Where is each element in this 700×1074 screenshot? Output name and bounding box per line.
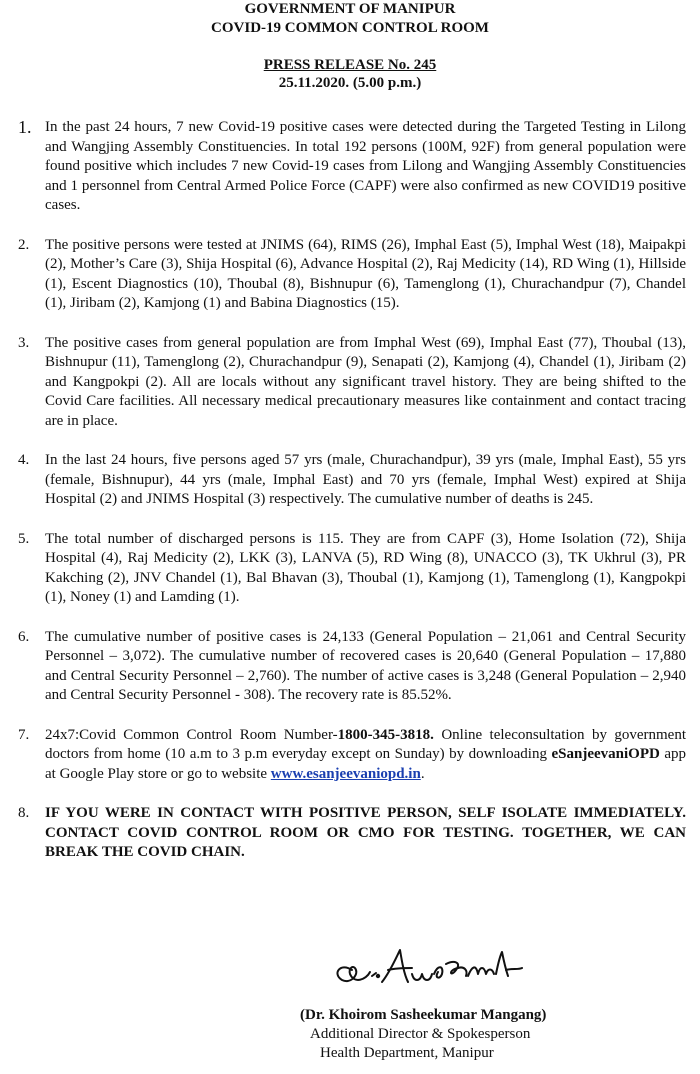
item-text: The total number of discharged persons is 115. They are from CAPF (3), Home Isolation (72), Shija Hospital (4), Raj Medicity (2), LKK (3), LANVA (5), RD Wing (8), UNACCO (3), TK Ukhrul (3), PR Kakching (2), JNV Chandel (1), Bal Bhavan (3), Thoubal (1), Kamjong (1), Tamenglong (1), Kangpokpi (1), Noney (1) and Lamding (1). bbox=[45, 530, 686, 605]
signer-designation: Additional Director & Spokesperson bbox=[310, 1026, 531, 1042]
list-item bbox=[18, 118, 686, 216]
header-government: GOVERNMENT OF MANIPUR bbox=[244, 1, 456, 17]
list-item bbox=[18, 451, 686, 510]
item-number: 2. bbox=[18, 236, 30, 253]
list-item bbox=[18, 804, 686, 863]
item-text-part: Online teleconsultation by government doctors from home (10 a.m to 3 p.m everyday except on Sunday) by downloading bbox=[45, 726, 686, 762]
list-item bbox=[18, 726, 686, 785]
item-text-part: 24x7:Covid Common Control Room Number- bbox=[45, 726, 338, 743]
item-number: 6. bbox=[18, 628, 30, 645]
item-number: 5. bbox=[18, 530, 30, 547]
press-release-date: 25.11.2020. (5.00 p.m.) bbox=[278, 75, 422, 91]
header-control-room: COVID-19 COMMON CONTROL ROOM bbox=[211, 20, 489, 36]
press-release-items bbox=[18, 118, 686, 863]
app-name: eSanjeevaniOPD bbox=[551, 746, 660, 762]
document-header bbox=[0, 0, 700, 38]
item-text bbox=[45, 726, 686, 785]
item-text: The cumulative number of positive cases is 24,133 (General Population – 21,061 and Central Security Personnel – 3,072). The cumulative number of recovered cases is 20,640 (General Population – 17,880 and Central Security Personnel – 2,760). The number of active cases is 3,248 (General Population – 2,940 and Central Security Personnel - 308). The recovery rate is 85.52%. bbox=[45, 628, 686, 703]
item-number: 1. bbox=[18, 117, 32, 137]
list-item bbox=[18, 236, 686, 314]
list-item bbox=[18, 334, 686, 432]
esanjeevani-website-link[interactable]: www.esanjeevaniopd.in bbox=[270, 765, 421, 782]
item-text-part: . bbox=[420, 765, 425, 782]
item-number: 8. bbox=[18, 805, 30, 821]
item-text-part: app at Google Play store or go to website bbox=[45, 746, 686, 782]
item-text: The positive cases from general population are from Imphal West (69), Imphal East (77), Thoubal (13), Bishnupur (11), Tamenglong (2), Churachandpur (9), Senapati (2), Kamjong (4), Chandel (1), Jiribam (2) and Kangpokpi (2). All are locals without any significant travel history. They are being shifted to the Covid Care facilities. All necessary medical precautionary measures like containment and contact tracing are in place. bbox=[45, 334, 686, 429]
signer-department: Health Department, Manipur bbox=[320, 1045, 494, 1061]
signer-block bbox=[300, 1006, 546, 1063]
item-number: 7. bbox=[18, 726, 30, 743]
item-number: 3. bbox=[18, 334, 30, 351]
signature-image bbox=[330, 940, 530, 1000]
signer-name: (Dr. Khoirom Sasheekumar Mangang) bbox=[300, 1007, 547, 1023]
item-text: The positive persons were tested at JNIMS (64), RIMS (26), Imphal East (5), Imphal West (18), Maipakpi (2), Mother’s Care (3), Shija Hospital (6), Advance Hospital (2), Raj Medicity (14), RD Wing (1), Hillside (1), Escent Diagnostics (10), Thoubal (8), Bishnupur (6), Tamenglong (1), Churachandpur (7), Chandel (1), Jiribam (2), Kamjong (1) and Babina Diagnostics (15). bbox=[45, 236, 686, 311]
control-room-number: 1800-345-3818. bbox=[337, 726, 434, 743]
list-item bbox=[18, 628, 686, 706]
item-text: In the last 24 hours, five persons aged 57 yrs (male, Churachandpur), 39 yrs (male, Imphal East), 55 yrs (female, Bishnupur), 44 yrs (male, Imphal East) and 70 yrs (female, Imphal West) expired at Shija Hospital (2) and JNIMS Hospital (3) respectively. The cumulative number of deaths is 245. bbox=[45, 452, 686, 507]
item-text: In the past 24 hours, 7 new Covid-19 positive cases were detected during the Targeted Testing in Lilong and Wangjing Assembly Constituencies. In total 192 persons (100M, 92F) from general population were found positive which includes 7 new Covid-19 cases from Lilong and Wangjing Assembly Constituencies and 1 personnel from Central Armed Police Force (CAPF) were also confirmed as new COVID19 positive cases. bbox=[45, 119, 686, 213]
press-release-heading bbox=[0, 56, 700, 92]
press-release-title: PRESS RELEASE No. 245 bbox=[263, 57, 437, 73]
item-number: 4. bbox=[18, 452, 30, 468]
list-item bbox=[18, 530, 686, 608]
item-text: IF YOU WERE IN CONTACT WITH POSITIVE PERSON, SELF ISOLATE IMMEDIATELY. CONTACT COVID CONTROL ROOM OR CMO FOR TESTING. TOGETHER, WE CAN BREAK THE COVID CHAIN. bbox=[45, 805, 686, 860]
